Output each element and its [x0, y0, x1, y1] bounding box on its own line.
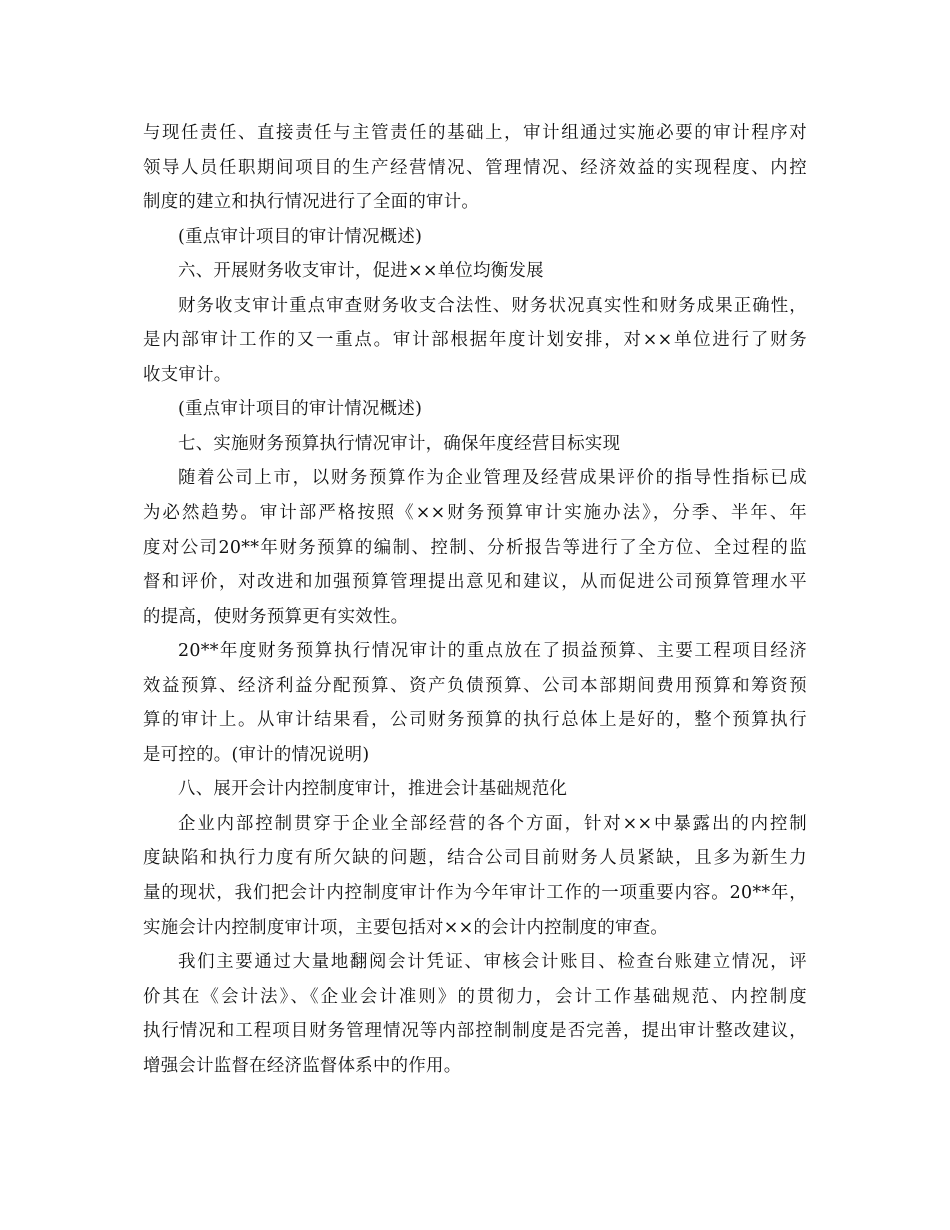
- section-heading-7: 七、实施财务预算执行情况审计，确保年度经营目标实现: [178, 433, 621, 454]
- section-heading-6: 六、开展财务收支审计，促进××单位均衡发展: [178, 261, 544, 282]
- paragraph-line: 的提高，使财务预算更有实效性。: [143, 606, 409, 627]
- paragraph-line: 20**年度财务预算执行情况审计的重点放在了损益预算、主要工程项目经济: [178, 641, 807, 662]
- paragraph-line: 价其在《会计法》、《企业会计准则》的贯彻力，会计工作基础规范、内控制度: [143, 986, 807, 1007]
- paragraph-line: 督和评价，对改进和加强预算管理提出意见和建议，从而促进公司预算管理水平: [143, 572, 807, 593]
- body-text: [143, 116, 807, 1083]
- paragraph-line: 收支审计。: [143, 364, 232, 385]
- paragraph-line: 为必然趋势。审计部严格按照《××财务预算审计实施办法》，分季、半年、年: [143, 503, 807, 524]
- paragraph-line: 效益预算、经济利益分配预算、资产负债预算、公司本部期间费用预算和筹资预: [143, 675, 807, 696]
- paragraph-line: 企业内部控制贯穿于企业全部经营的各个方面，针对××中暴露出的内控制: [178, 813, 807, 834]
- paragraph-line: 随着公司上市，以财务预算作为企业管理及经营成果评价的指导性指标已成: [178, 468, 807, 489]
- paragraph-line: 度缺陷和执行力度有所欠缺的问题，结合公司目前财务人员紧缺，且多为新生力: [143, 848, 807, 869]
- paragraph-line: 财务收支审计重点审查财务收支合法性、财务状况真实性和财务成果正确性，: [178, 295, 807, 316]
- paragraph-line: 执行情况和工程项目财务管理情况等内部控制制度是否完善，提出审计整改建议，: [143, 1021, 807, 1042]
- section-heading-8: 八、展开会计内控制度审计，推进会计基础规范化: [178, 779, 568, 800]
- paragraph-line: 度对公司20**年财务预算的编制、控制、分析报告等进行了全方位、全过程的监: [143, 537, 807, 558]
- paragraph-line: 是可控的。(审计的情况说明): [143, 744, 370, 765]
- summary-placeholder: (重点审计项目的审计情况概述): [178, 399, 423, 420]
- paragraph-line: 增强会计监督在经济监督体系中的作用。: [143, 1055, 462, 1076]
- paragraph-line: 算的审计上。从审计结果看，公司财务预算的执行总体上是好的，整个预算执行: [143, 710, 807, 731]
- paragraph-line: 制度的建立和执行情况进行了全面的审计。: [143, 192, 480, 213]
- paragraph-line: 量的现状，我们把会计内控制度审计作为今年审计工作的一项重要内容。20**年，: [143, 883, 807, 904]
- paragraph-line: 实施会计内控制度审计项，主要包括对××的会计内控制度的审查。: [143, 917, 669, 938]
- paragraph-line: 领导人员任职期间项目的生产经营情况、管理情况、经济效益的实现程度、内控: [143, 157, 807, 178]
- paragraph-line: 与现任责任、直接责任与主管责任的基础上，审计组通过实施必要的审计程序对: [143, 123, 807, 143]
- summary-placeholder: (重点审计项目的审计情况概述): [178, 226, 423, 247]
- paragraph-line: 我们主要通过大量地翻阅会计凭证、审核会计账目、检查台账建立情况，评: [178, 952, 807, 973]
- paragraph-line: 是内部审计工作的又一重点。审计部根据年度计划安排，对××单位进行了财务: [143, 330, 807, 351]
